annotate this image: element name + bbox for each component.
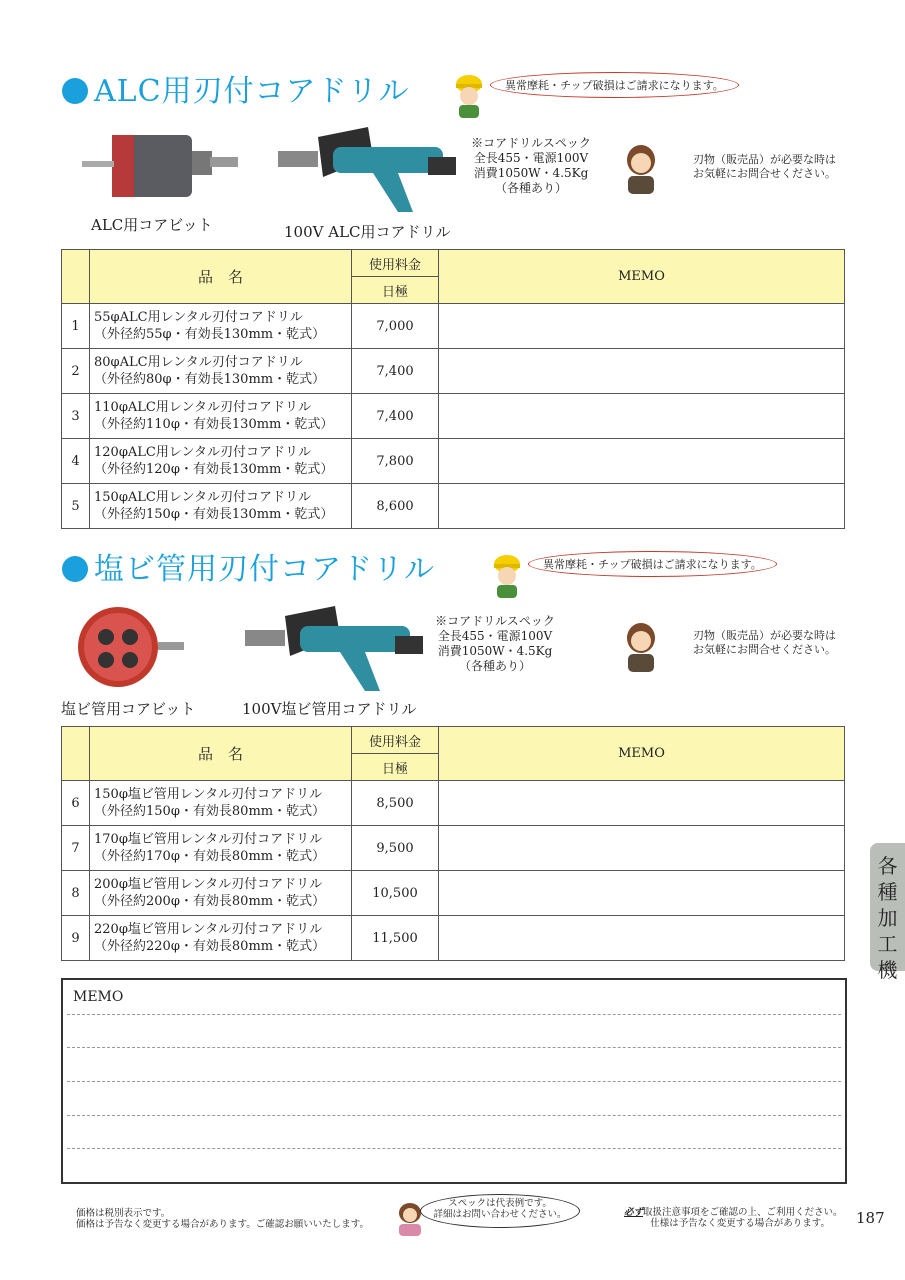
caption-pvc-drill: 100V塩ビ管用コアドリル xyxy=(242,700,417,718)
memo-line xyxy=(67,1081,841,1082)
memo-cell xyxy=(439,781,845,826)
table-row: 8 200φ塩ビ管用レンタル刃付コアドリル （外径約200φ・有効長80mm・乾式） 10,500 xyxy=(62,871,845,916)
header-memo: MEMO xyxy=(439,250,845,304)
header-memo: MEMO xyxy=(439,727,845,781)
bullet-dot-icon xyxy=(62,556,88,582)
memo-box xyxy=(61,978,847,1184)
memo-line xyxy=(67,1148,841,1149)
drill-spec: ※コアドリルスペック 全長455・電源100V 消費1050W・4.5Kg （各種あり） xyxy=(471,136,591,195)
staff-mascot-icon xyxy=(622,144,660,194)
memo-cell xyxy=(439,916,845,961)
worker-mascot-icon xyxy=(452,72,486,118)
blade-note: 刃物（販売品）が必要な時は お気軽にお問合せください。 xyxy=(693,153,836,180)
table-row: 9 220φ塩ビ管用レンタル刃付コアドリル （外径約220φ・有効長80mm・乾式） 11,500 xyxy=(62,916,845,961)
rental-table-alc xyxy=(61,249,845,529)
table-row: 3 110φALC用レンタル刃付コアドリル （外径約110φ・有効長130mm・乾式） 7,400 xyxy=(62,394,845,439)
memo-cell xyxy=(439,304,845,349)
header-name: 品 名 xyxy=(90,250,352,304)
memo-cell xyxy=(439,871,845,916)
section-title-alc: ALC用刃付コアドリル xyxy=(62,66,410,110)
drill-spec: ※コアドリルスペック 全長455・電源100V 消費1050W・4.5Kg （各種あり） xyxy=(435,614,555,673)
table-row: 5 150φALC用レンタル刃付コアドリル （外径約150φ・有効長130mm・乾式） 8,600 xyxy=(62,484,845,529)
memo-cell xyxy=(439,349,845,394)
page-number: 187 xyxy=(856,1209,885,1227)
table-row: 4 120φALC用レンタル刃付コアドリル （外径約120φ・有効長130mm・乾式） 7,800 xyxy=(62,439,845,484)
header-price: 使用料金 xyxy=(352,250,439,277)
table-row: 1 55φALC用レンタル刃付コアドリル （外径約55φ・有効長130mm・乾式） 7,000 xyxy=(62,304,845,349)
memo-line xyxy=(67,1115,841,1116)
footer-bubble: スペックは代表例です。 詳細はお問い合わせください。 xyxy=(420,1194,580,1228)
memo-cell xyxy=(439,826,845,871)
header-name: 品 名 xyxy=(90,727,352,781)
alc-core-bit-image xyxy=(82,123,242,213)
pvc-core-bit-image xyxy=(76,602,186,692)
section-title-pvc: 塩ビ管用刃付コアドリル xyxy=(62,544,435,588)
footer-right-note: 必ず取扱注意事項をご確認の上、ご利用ください。 仕様は予告なく変更する場合があります。 xyxy=(624,1207,843,1229)
rental-table-pvc xyxy=(61,726,845,961)
header-price: 使用料金 xyxy=(352,727,439,754)
caption-pvc-bit: 塩ビ管用コアビット xyxy=(61,700,196,718)
memo-line xyxy=(67,1014,841,1015)
warning-bubble: 異常摩耗・チップ破損はご請求になります。 xyxy=(490,72,739,98)
table-row: 6 150φ塩ビ管用レンタル刃付コアドリル （外径約150φ・有効長80mm・乾式） 8,500 xyxy=(62,781,845,826)
warning-bubble: 異常摩耗・チップ破損はご請求になります。 xyxy=(528,551,777,577)
caption-alc-drill: 100V ALC用コアドリル xyxy=(284,223,451,241)
memo-line xyxy=(67,1047,841,1048)
footer-left-note: 価格は税別表示です。 価格は予告なく変更する場合があります。ご確認お願いいたします。 xyxy=(76,1208,369,1230)
memo-cell xyxy=(439,394,845,439)
memo-label: MEMO xyxy=(73,989,124,1005)
header-unit: 日極 xyxy=(352,277,439,304)
caption-alc-bit: ALC用コアビット xyxy=(91,216,213,234)
table-row: 7 170φ塩ビ管用レンタル刃付コアドリル （外径約170φ・有効長80mm・乾式） 9,500 xyxy=(62,826,845,871)
bullet-dot-icon xyxy=(62,78,88,104)
alc-core-drill-image xyxy=(278,117,458,217)
memo-cell xyxy=(439,484,845,529)
worker-mascot-icon xyxy=(490,552,524,598)
staff-mascot-icon xyxy=(622,622,660,672)
blade-note: 刃物（販売品）が必要な時は お気軽にお問合せください。 xyxy=(693,629,836,656)
pvc-core-drill-image xyxy=(245,596,425,696)
memo-cell xyxy=(439,439,845,484)
category-side-tab[interactable]: 各 種 加 工 機 xyxy=(870,843,905,971)
header-unit: 日極 xyxy=(352,754,439,781)
table-row: 2 80φALC用レンタル刃付コアドリル （外径約80φ・有効長130mm・乾式） 7,400 xyxy=(62,349,845,394)
